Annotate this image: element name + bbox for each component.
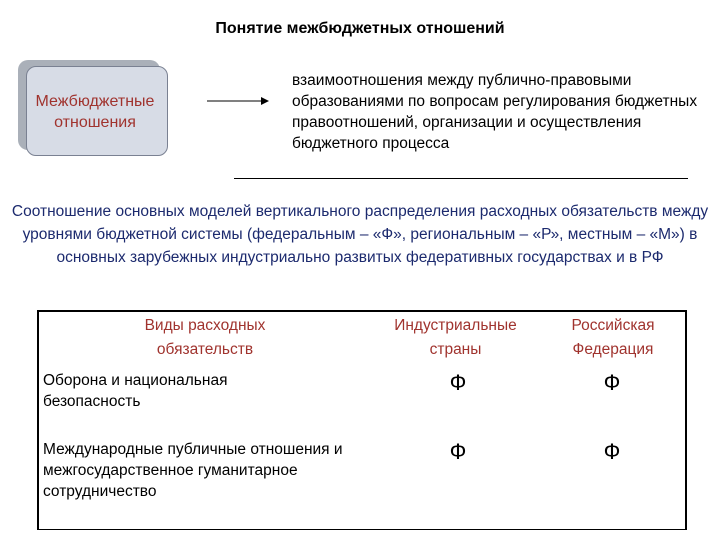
table-border-left	[37, 310, 39, 530]
table-border-right	[685, 310, 687, 530]
header-russian-federation: Российская Федерация	[571, 317, 655, 358]
table-border-bottom	[37, 529, 686, 530]
cell-russia: Ф	[603, 370, 621, 395]
divider-line	[234, 178, 688, 179]
table-border-top	[37, 310, 686, 312]
header-expense-types: Виды расходных обязательств	[144, 317, 266, 358]
section-subtitle: Соотношение основных моделей вертикального распределения расходных обязательств между уровнями бюджетной системы (федеральным – «Ф», региональным – «Р», местным – «М») в основных зарубежных индустриально развитых федеративных государствах и в РФ	[11, 203, 709, 266]
cell-industrial: Ф	[449, 439, 467, 464]
header-industrial-countries: Индустриальные страны	[394, 317, 517, 358]
definition-text: взаимоотношения между публично-правовыми образованиями по вопросам регулирования бюджетных правоотношений, организации и осуществления бюджетного процесса	[292, 72, 698, 152]
cell-russia: Ф	[603, 439, 621, 464]
arrow-right-icon	[207, 95, 269, 107]
page-title: Понятие межбюджетных отношений	[215, 20, 505, 37]
cell-industrial: Ф	[449, 370, 467, 395]
row-label: Оборона и национальная безопасность	[43, 372, 228, 410]
row-label: Международные публичные отношения и межгосударственное гуманитарное сотрудничество	[43, 441, 343, 500]
term-box-label: Межбюджетные отношения	[35, 93, 155, 131]
